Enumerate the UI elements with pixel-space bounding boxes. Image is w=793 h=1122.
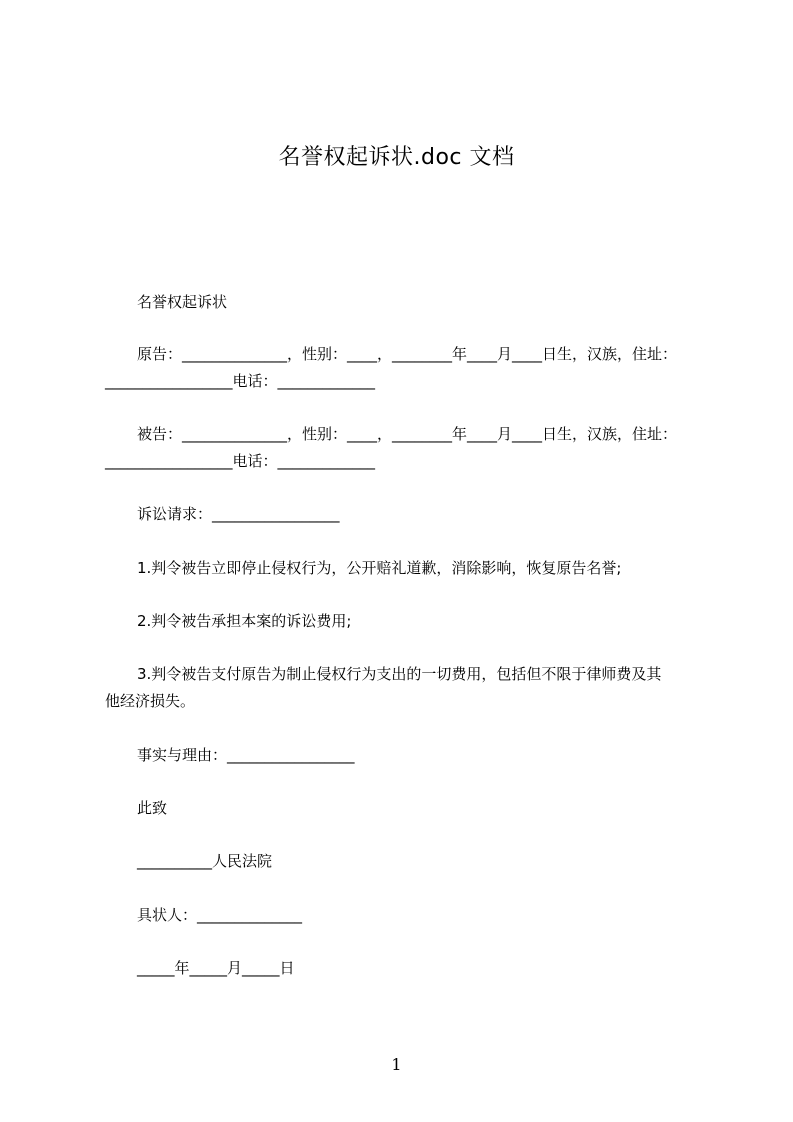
court-line: __________人民法院 [137, 852, 273, 870]
salutation: 此致 [137, 799, 168, 817]
claim-item-3-line-1: 3.判令被告支付原告为制止侵权行为支出的一切费用，包括但不限于律师费及其 [137, 665, 662, 683]
facts-heading: 事实与理由：_________________ [137, 746, 355, 764]
signer-line: 具状人：______________ [137, 906, 303, 924]
document-heading: 名誉权起诉状 [137, 293, 228, 311]
date-line: _____年_____月_____日 [137, 959, 295, 977]
plaintiff-line-1: 原告：______________，性别：____，________年____月____日生，汉族，住址： [137, 345, 678, 363]
claim-item-3-line-2: 他经济损失。 [105, 692, 196, 710]
defendant-line-1: 被告：______________，性别：____，________年____月____日生，汉族，住址： [137, 425, 678, 443]
defendant-line-2: _________________电话：_____________ [105, 452, 376, 470]
claim-item-1: 1.判令被告立即停止侵权行为，公开赔礼道歉，消除影响，恢复原告名誉; [137, 559, 622, 577]
plaintiff-line-2: _________________电话：_____________ [105, 372, 376, 390]
claim-item-2: 2.判令被告承担本案的诉讼费用; [137, 612, 352, 630]
page-number: 1 [391, 1055, 402, 1074]
claims-heading: 诉讼请求：_________________ [137, 505, 340, 523]
document-title: 名誉权起诉状.doc 文档 [278, 145, 515, 170]
